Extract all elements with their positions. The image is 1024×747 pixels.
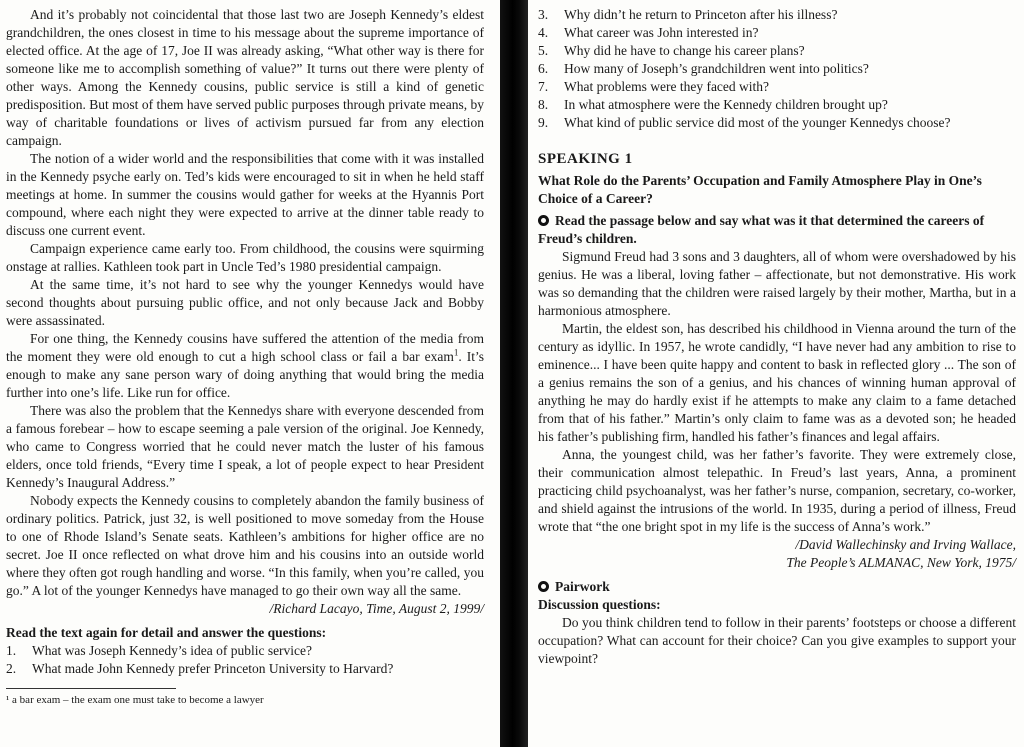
left-column [6, 6, 484, 707]
task-bullet-icon [538, 215, 549, 226]
question-number: 4. [538, 25, 549, 40]
footnote-marker: 1 [453, 347, 459, 358]
paragraph: And it’s probably not coincidental that those last two are Joseph Kennedy’s eldest grandchildren, the ones closest in time to his message about the supreme importance of elected office. At the age of 17, Joe II was already asking, “What other way is there for someone like me to accomplish something of value?” It turns out there were plenty of other ways. Among the Kennedy cousins, public service is still a kind of genetic predisposition. But most of them have served public purposes through private means, by way of charitable foundations or lives of activism pursued far from any election campaign. [6, 7, 484, 148]
question-item [538, 42, 1016, 60]
section-question: What Role do the Parents’ Occupation and Family Atmosphere Play in One’s Choice of a Career? [538, 173, 982, 206]
question-number: 7. [538, 79, 549, 94]
footnote: ¹ a bar exam – the exam one must take to become a lawyer [6, 694, 264, 706]
paragraph: There was also the problem that the Kennedys share with everyone descended from a famous forebear – how to escape seeming a pale version of the original. Joe Kennedy, who came to Congress worried that he could never match the luster of his famous elders, once told friends, “Every time I speak, a lot of people expect to hear President Kennedy’s Inaugural Address.” [6, 403, 484, 490]
discussion-heading: Discussion questions: [538, 597, 661, 612]
discussion-text: Do you think children tend to follow in their parents’ footsteps or choose a different occupation? What can account for their choice? Can you give examples to support your viewpoint? [538, 615, 1016, 666]
question-item [6, 642, 484, 660]
question-number: 6. [538, 61, 549, 76]
task-instruction [538, 212, 1016, 248]
question-number: 1. [6, 643, 17, 658]
task-text: Read the passage below and say what was it that determined the careers of Freud’s children. [538, 213, 985, 246]
question-item [538, 6, 1016, 24]
question-number: 3. [538, 7, 549, 22]
right-column [538, 6, 1016, 668]
question-number: 8. [538, 97, 549, 112]
pairwork-bullet-icon [538, 581, 549, 592]
paragraph: The notion of a wider world and the responsibilities that come with it was installed in the Kennedy psyche early on. Ted’s kids were encouraged to sit in when he held staff meetings at home. In summer the cousins would gather for weeks at the Hyannis Port compound, where each night they were expected to arrive at the dinner table ready to discuss one current event. [6, 151, 484, 238]
question-text: What made John Kennedy prefer Princeton University to Harvard? [32, 661, 394, 676]
pairwork-label: Pairwork [555, 579, 610, 594]
question-text: What problems were they faced with? [564, 79, 770, 94]
question-number: 9. [538, 115, 549, 130]
paragraph-text: . It’s enough to make any sane person wary of doing anything that would bring the media further into one’s life. Like run for office. [6, 349, 484, 400]
paragraph-with-footnote [6, 330, 484, 402]
paragraph: Nobody expects the Kennedy cousins to completely abandon the family business of ordinary politics. Patrick, just 32, is well positioned to move someday from the House to one of Rhode Island’s Senate seats. Kathleen’s ambitions for higher office are no secret. Joe II once reflected on what drove him and his cousins into an outside world where they often got rough handling and worse. “In this family, when you’re called, you go.” A lot of the younger Kennedys have managed to go their own way all the same. [6, 493, 484, 598]
footnote-divider [6, 688, 176, 689]
paragraph: Campaign experience came early too. From childhood, the cousins were squirming onstage at rallies. Kathleen took part in Uncle Ted’s 1980 presidential campaign. [6, 241, 484, 274]
question-list [538, 6, 1016, 132]
left-page [0, 0, 500, 747]
question-item [538, 96, 1016, 114]
question-text: How many of Joseph’s grandchildren went into politics? [564, 61, 869, 76]
question-text: Why did he have to change his career plans? [564, 43, 805, 58]
question-text: Why didn’t he return to Princeton after his illness? [564, 7, 838, 22]
paragraph: Sigmund Freud had 3 sons and 3 daughters, all of whom were overshadowed by his genius. He was a liberal, loving father – affectionate, but not demonstrative. His work was so demanding that the children were raised largely by their mother, Martha, but in a harmonious atmosphere. [538, 249, 1016, 318]
question-number: 5. [538, 43, 549, 58]
question-item [538, 24, 1016, 42]
paragraph: Anna, the youngest child, was her father’s favorite. They were extremely close, their communication almost telepathic. In Freud’s last years, Anna, a prominent practicing child psychoanalyst, was her father’s nurse, companion, secretary, co-worker, and shield against the intrusions of the world. In 1935, during a period of illness, Freud wrote that “the one bright spot in my life is the success of Anna’s work.” [538, 447, 1016, 534]
passage-source-line1: /David Wallechinsky and Irving Wallace, [795, 537, 1016, 552]
question-item [538, 60, 1016, 78]
article-source: /Richard Lacayo, Time, August 2, 1999/ [269, 601, 484, 616]
question-list [6, 642, 484, 678]
question-item [538, 78, 1016, 96]
right-page [530, 0, 1024, 747]
question-text: What was Joseph Kennedy’s idea of public service? [32, 643, 313, 658]
question-item [6, 660, 484, 678]
paragraph: At the same time, it’s not hard to see why the younger Kennedys would have second thoughts about pursuing public office, and not only because Jack and Bobby were assassinated. [6, 277, 484, 328]
task-heading: Read the text again for detail and answer the questions: [6, 625, 327, 640]
paragraph-text: For one thing, the Kennedy cousins have suffered the attention of the media from the moment they were old enough to cut a high school class or fail a bar exam [6, 331, 484, 364]
book-spine-shadow [500, 0, 528, 747]
question-item [538, 114, 1016, 132]
paragraph: Martin, the eldest son, has described his childhood in Vienna around the turn of the century as idyllic. In 1957, he wrote candidly, “I have never had any ambition to rise to eminence... I have been quite happy and content to bask in reflected glory ... The son of a genius remains the son of a genius, and his chances of winning human approval of anything he may do hardly exist if he attempts to make any claim to a fame detached from that of his father.” Martin’s only claim to fame was as a devoted son; he headed his father’s publishing firm, handled his father’s finances and legal affairs. [538, 321, 1016, 444]
question-text: What kind of public service did most of the younger Kennedys choose? [564, 115, 951, 130]
question-text: In what atmosphere were the Kennedy children brought up? [564, 97, 888, 112]
pairwork-heading [538, 578, 1016, 596]
question-text: What career was John interested in? [564, 25, 759, 40]
section-title: SPEAKING 1 [538, 151, 633, 167]
question-number: 2. [6, 661, 17, 676]
passage-source-line2: The People’s ALMANAC, New York, 1975/ [786, 555, 1016, 570]
